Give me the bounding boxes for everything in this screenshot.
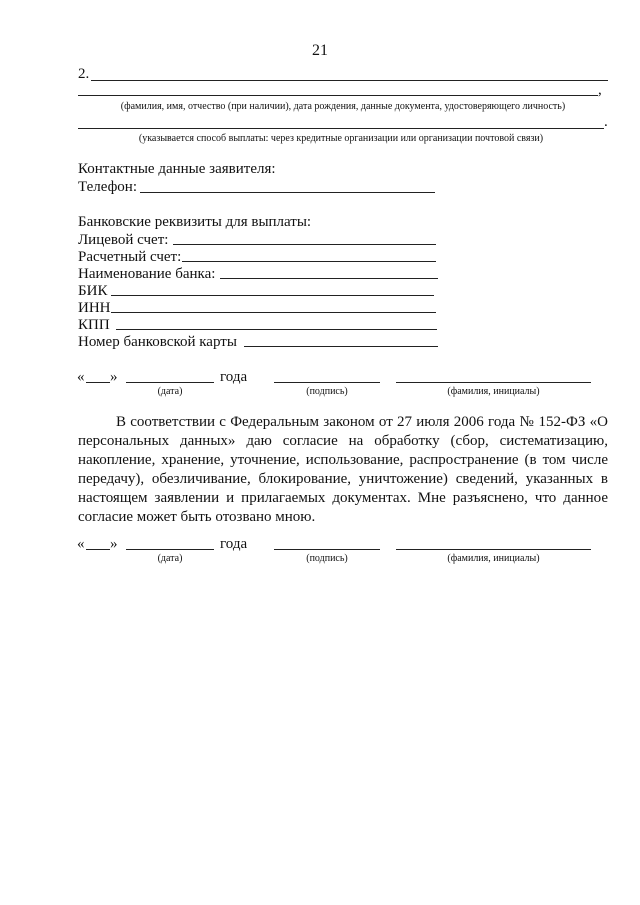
date2-quote-open: «	[77, 536, 85, 552]
field-inn[interactable]	[111, 312, 436, 313]
date-day-field[interactable]	[86, 382, 110, 383]
field-card-number[interactable]	[244, 346, 438, 347]
field-personal-account[interactable]	[173, 244, 436, 245]
name-caption: (фамилия, инициалы)	[447, 386, 540, 397]
item-number: 2.	[78, 66, 90, 82]
field-label-settlement-account: Расчетный счет:	[78, 249, 182, 265]
payment-caption: (указывается способ выплаты: через кредитные организации или организации почтовой связи)	[138, 133, 544, 144]
year-word-2: года	[220, 536, 248, 552]
signature-caption: (подпись)	[306, 386, 348, 397]
payment-line-period: .	[604, 114, 608, 130]
field-label-card-number: Номер банковской карты	[78, 334, 237, 350]
date2-month-field[interactable]	[126, 549, 214, 550]
field-kpp[interactable]	[116, 329, 437, 330]
field-bank-name[interactable]	[220, 278, 438, 279]
signature-caption-2: (подпись)	[306, 553, 348, 564]
field-bik[interactable]	[111, 295, 434, 296]
field-label-inn: ИНН	[78, 300, 111, 316]
name-initials-field[interactable]	[396, 382, 591, 383]
person-line-2[interactable]	[78, 95, 598, 96]
phone-label: Телефон:	[78, 179, 137, 195]
field-label-bik: БИК	[78, 283, 108, 299]
date-quote-open: «	[77, 369, 85, 385]
field-label-bank-name: Наименование банка:	[78, 266, 216, 282]
signature-field[interactable]	[274, 382, 380, 383]
phone-field[interactable]	[140, 192, 435, 193]
payment-method-line[interactable]	[78, 128, 604, 129]
bank-title: Банковские реквизиты для выплаты:	[78, 214, 312, 230]
person-line-comma: ,	[598, 82, 602, 98]
date2-quote-close: »	[110, 536, 118, 552]
date-quote-close: »	[110, 369, 118, 385]
year-word: года	[220, 369, 248, 385]
date-month-field[interactable]	[126, 382, 214, 383]
person-line-1[interactable]	[91, 80, 608, 81]
signature-field-2[interactable]	[274, 549, 380, 550]
contacts-title: Контактные данные заявителя:	[78, 161, 276, 177]
date2-day-field[interactable]	[86, 549, 110, 550]
consent-paragraph: В соответствии с Федеральным законом от 27 июля 2006 года № 152-ФЗ «О персональных данных» даю согласие на обработку (сбор, систематизацию, накопление, хранение, уточнение, использование, распространение (в том числе передачу), обезличивание, блокирование, уничтожение) сведений, указанных в настоящем заявлении и прилагаемых документах. Мне разъяснено, что данное согласие может быть отозвано мною.	[78, 414, 608, 525]
date-caption: (дата)	[157, 386, 183, 397]
name-initials-field-2[interactable]	[396, 549, 591, 550]
date-caption-2: (дата)	[157, 553, 183, 564]
field-label-personal-account: Лицевой счет:	[78, 232, 169, 248]
name-caption-2: (фамилия, инициалы)	[447, 553, 540, 564]
person-caption: (фамилия, имя, отчество (при наличии), дата рождения, данные документа, удостоверяющего личность)	[120, 101, 566, 112]
page-number: 21	[312, 42, 328, 59]
field-label-kpp: КПП	[78, 317, 110, 333]
field-settlement-account[interactable]	[182, 261, 436, 262]
